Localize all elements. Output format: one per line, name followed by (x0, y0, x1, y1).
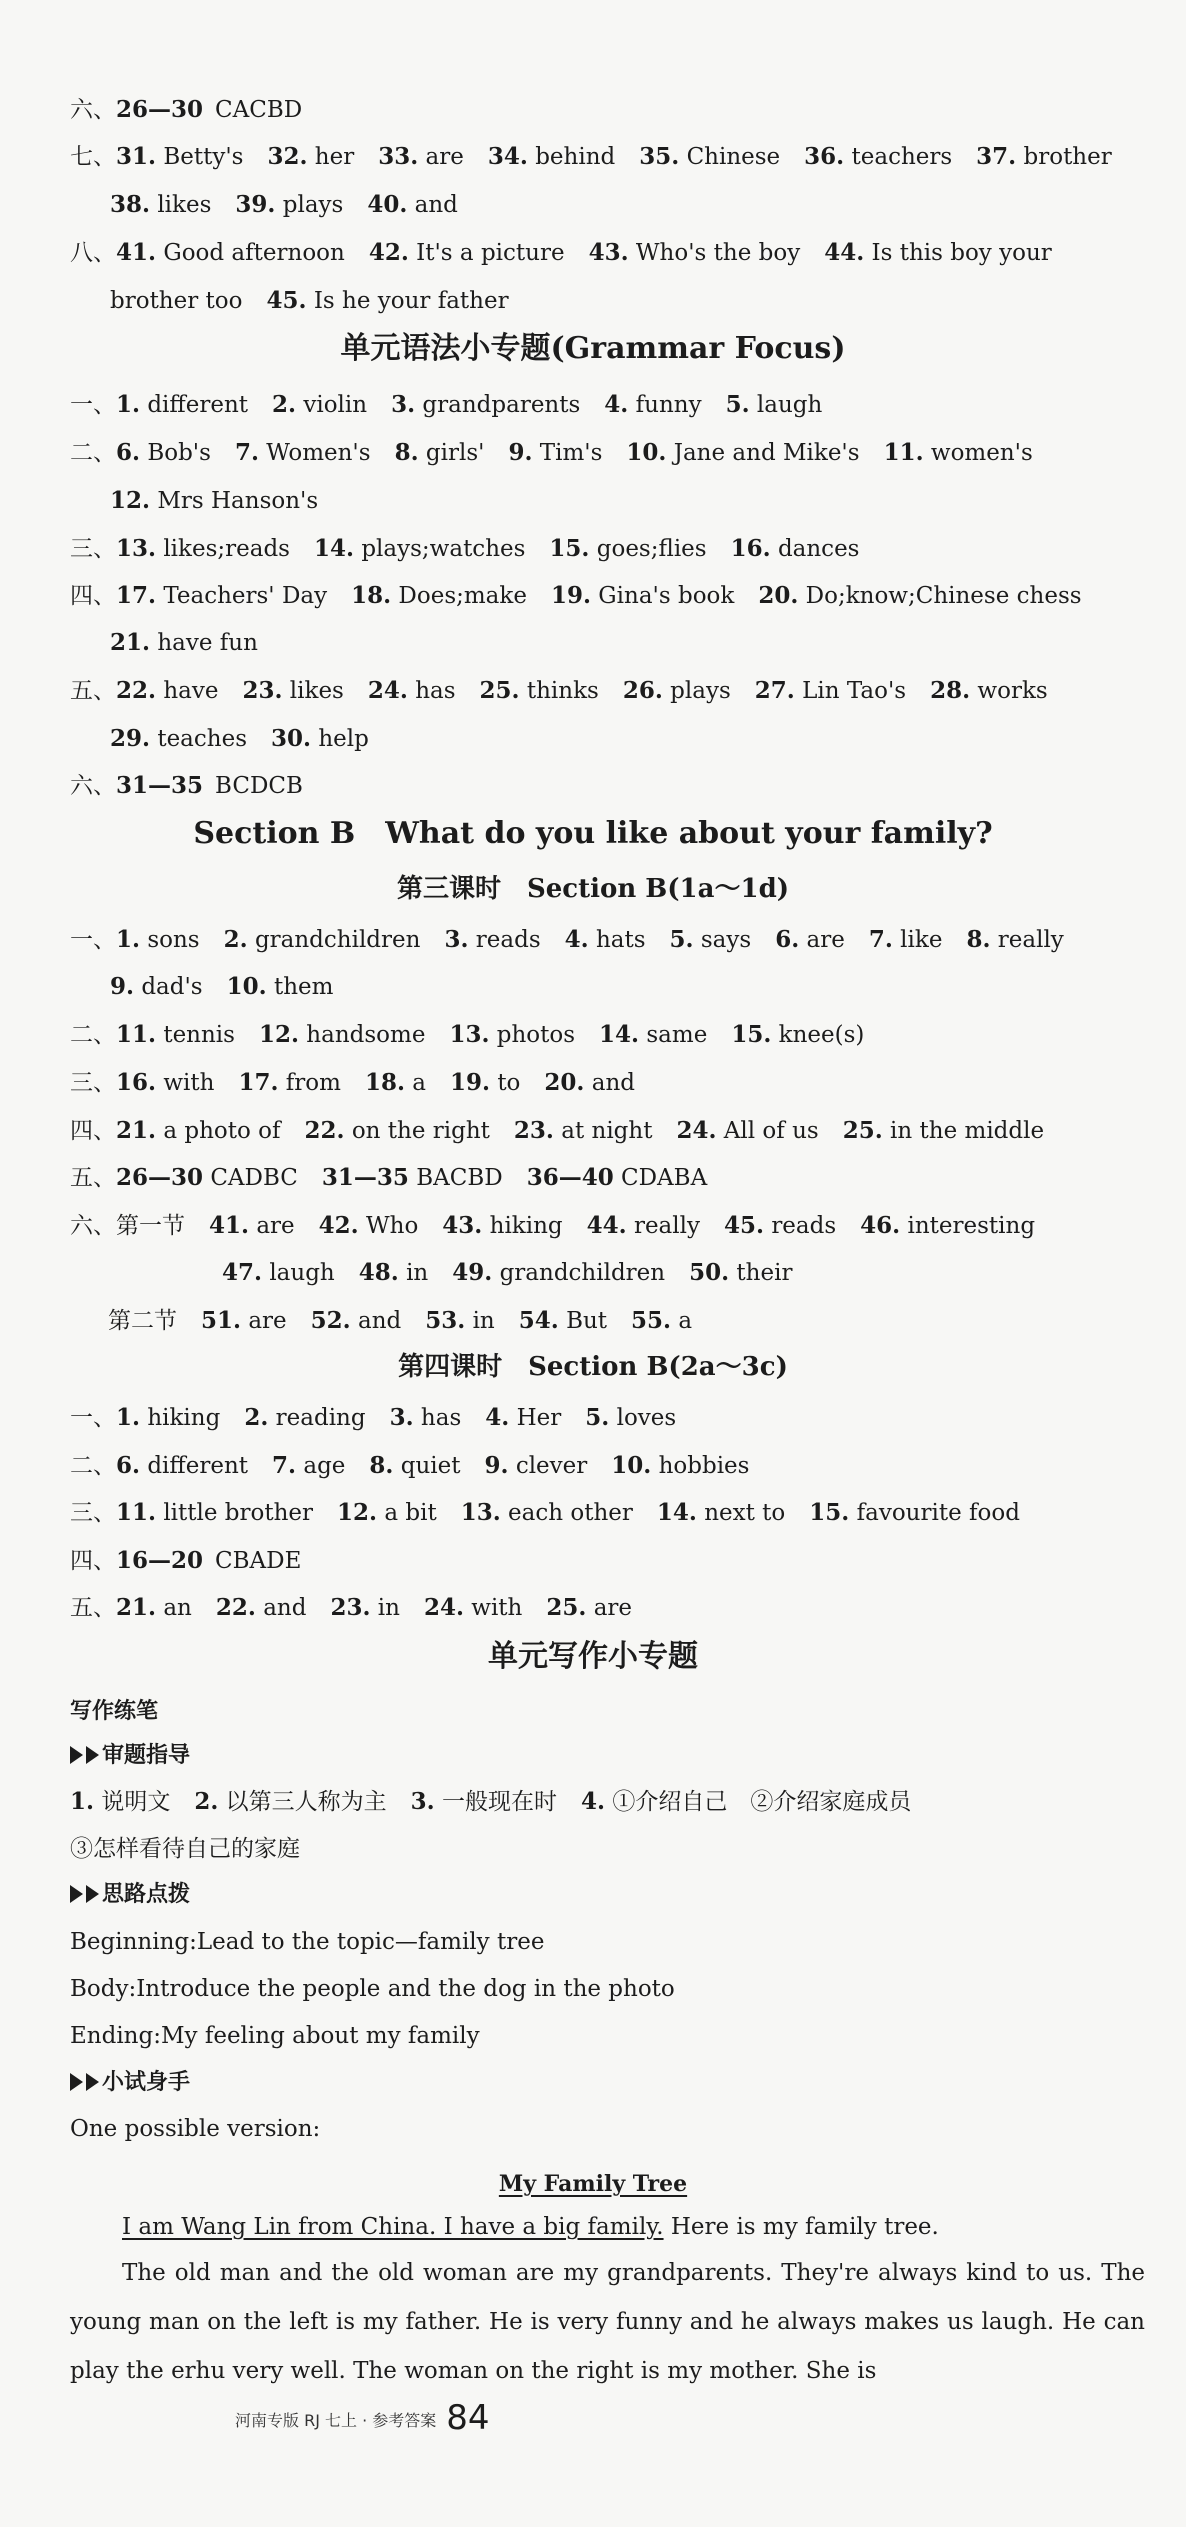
item-answer: same (646, 1022, 708, 1048)
item-answer: on the right (351, 1118, 490, 1144)
item-number: 20. (758, 582, 799, 609)
item-answer: plays (282, 192, 344, 218)
item-answer: hats (595, 927, 646, 953)
item-answer: are (593, 1595, 633, 1621)
item-prefix: 三、 (70, 1500, 116, 1526)
item-answer: Chinese (686, 144, 781, 170)
item-number: 16. (116, 1069, 157, 1096)
item-number: 20. (544, 1069, 585, 1096)
item-number: 22. (116, 677, 157, 704)
item-answer: a (678, 1308, 693, 1334)
section-heading: Section B What do you like about your family? (193, 816, 993, 851)
item-number: 41. (209, 1212, 250, 1239)
item-answer: a bit (384, 1500, 437, 1526)
item-prefix: 二、 (70, 440, 116, 466)
item-number: 4. (564, 926, 589, 953)
item-answer: CDABA (621, 1165, 708, 1191)
item-number: 5. (725, 391, 750, 418)
item-answer: Women's (266, 440, 371, 466)
answer-line: 六、26—30 CACBD (70, 96, 303, 123)
outline-ending: Ending:My feeling about my family (70, 2023, 480, 2049)
item-prefix: 七、 (70, 144, 116, 170)
item-answer: CADBC (210, 1165, 298, 1191)
answer-line (70, 1020, 864, 1050)
item-answer: little brother (163, 1500, 314, 1526)
answer-line (70, 390, 822, 420)
answer-line (70, 1163, 707, 1193)
item-number: 13. (449, 1021, 490, 1048)
item-answer: likes (289, 678, 344, 704)
item-number: 24. (423, 1594, 464, 1621)
item-number: 17. (238, 1069, 279, 1096)
item-answer: favourite food (856, 1500, 1020, 1526)
item-answer: an (163, 1595, 192, 1621)
item-number: 8. (394, 439, 419, 466)
answer-line (70, 1403, 676, 1433)
item-number: 33. (378, 143, 419, 170)
item-number: 22. (215, 1594, 256, 1621)
item-answer: likes (157, 192, 212, 218)
item-answer: in (472, 1308, 495, 1334)
item-number: 7. (272, 1452, 297, 1479)
item-number: 7. (868, 926, 893, 953)
item-answer: plays (670, 678, 731, 704)
item-answer: likes;reads (163, 536, 290, 562)
guide-line: ③怎样看待自己的家庭 (70, 1836, 300, 1862)
item-number: 49. (452, 1259, 493, 1286)
item-answer: violin (303, 392, 368, 418)
item-number: 23. (330, 1594, 371, 1621)
item-number: 3. (389, 1404, 414, 1431)
item-number: 53. (425, 1307, 466, 1334)
item-number: 14. (599, 1021, 640, 1048)
item-prefix: 五、 (70, 1595, 116, 1621)
item-number: 29. (110, 725, 151, 752)
answer-line (70, 534, 859, 564)
answer-line (70, 1116, 1044, 1146)
item-answer: grandparents (422, 392, 581, 418)
item-answer: Teachers' Day (163, 583, 328, 609)
item-answer: really (997, 927, 1064, 953)
essay-first-line: I am Wang Lin from China. I have a big family. Here is my family tree. (122, 2214, 939, 2240)
item-answer: brother (1023, 144, 1112, 170)
outline-body: Body:Introduce the people and the dog in the photo (70, 1976, 675, 2002)
answer-line (70, 1451, 749, 1481)
item-number: 37. (976, 143, 1017, 170)
item-answer: dad's (141, 974, 203, 1000)
item-answer: Betty's (163, 144, 244, 170)
arrow-icon (86, 1746, 99, 1764)
item-answer: ①介绍自己 ②介绍家庭成员 (612, 1789, 912, 1815)
answer-line (70, 676, 1048, 706)
item-answer: reading (275, 1405, 366, 1431)
item-answer: Who's the boy (635, 240, 801, 266)
item-answer: has (420, 1405, 462, 1431)
answer-line (70, 925, 1064, 955)
guide-label: 审题指导 (70, 1741, 190, 1771)
item-number: 45. (723, 1212, 764, 1239)
item-number: 46. (860, 1212, 901, 1239)
item-answer: But (566, 1308, 608, 1334)
item-number: 13. (116, 535, 157, 562)
item-answer: girls' (425, 440, 485, 466)
answer-line (110, 628, 258, 658)
item-answer: are (425, 144, 464, 170)
item-answer: Does;make (398, 583, 527, 609)
item-number: 15. (731, 1021, 772, 1048)
item-number: 13. (460, 1499, 501, 1526)
item-answer: quiet (400, 1453, 461, 1479)
section-heading: 单元语法小专题(Grammar Focus) (340, 331, 846, 366)
arrow-icon (86, 1885, 99, 1903)
item-number: 1. (70, 1788, 95, 1815)
item-number: 25. (479, 677, 520, 704)
item-number: 19. (449, 1069, 490, 1096)
item-prefix: 四、 (70, 1118, 116, 1144)
item-answer: have fun (157, 630, 258, 656)
item-answer: from (285, 1070, 341, 1096)
item-answer: different (147, 392, 249, 418)
item-number: 31. (116, 143, 157, 170)
answer-line (110, 724, 369, 754)
item-number: 25. (842, 1117, 883, 1144)
answer-line: 四、16—20 CBADE (70, 1547, 302, 1574)
item-number: 41. (116, 239, 157, 266)
item-number: 19. (550, 582, 591, 609)
answer-line (110, 190, 458, 220)
item-answer: tennis (163, 1022, 235, 1048)
item-number: 42. (318, 1212, 359, 1239)
item-number: 4. (604, 391, 629, 418)
item-number: 24. (367, 677, 408, 704)
item-answer: Bob's (147, 440, 211, 466)
item-answer: and (591, 1070, 635, 1096)
version-label: One possible version: (70, 2116, 321, 2142)
item-number: 21. (116, 1594, 157, 1621)
item-number: 2. (272, 391, 297, 418)
item-number: 1. (116, 1404, 141, 1431)
answer-line (70, 581, 1082, 611)
item-prefix: 二、 (70, 1022, 116, 1048)
item-number: 3. (444, 926, 469, 953)
arrow-icon (70, 1746, 83, 1764)
item-answer: are (256, 1213, 295, 1239)
item-number: 44. (586, 1212, 627, 1239)
practice-label: 写作练笔 (70, 1699, 159, 1724)
answer-line (70, 1068, 635, 1098)
item-prefix: 三、 (70, 536, 116, 562)
item-number: 15. (809, 1499, 850, 1526)
item-answer: different (147, 1453, 249, 1479)
item-answer: Tim's (539, 440, 603, 466)
answer-line (110, 972, 333, 1002)
item-number: 27. (754, 677, 795, 704)
item-answer: All of us (723, 1118, 819, 1144)
item-number: 11. (116, 1499, 157, 1526)
item-number: 6. (116, 1452, 141, 1479)
item-prefix: 五、 (70, 1165, 116, 1191)
item-number: 10. (226, 973, 267, 1000)
item-answer: hiking (489, 1213, 563, 1239)
item-number: 25. (546, 1594, 587, 1621)
item-answer: 一般现在时 (441, 1789, 557, 1815)
item-answer: knee(s) (778, 1022, 865, 1048)
answer-line (70, 142, 1112, 172)
item-prefix: 二、 (70, 1453, 116, 1479)
item-number: 18. (351, 582, 392, 609)
item-number: 47. (222, 1259, 263, 1286)
item-answer: Gina's book (598, 583, 735, 609)
item-number: 14. (656, 1499, 697, 1526)
item-answer: BACBD (416, 1165, 503, 1191)
item-number: 2. (223, 926, 248, 953)
item-number: 11. (883, 439, 924, 466)
item-number: 3. (410, 1788, 435, 1815)
item-number: 18. (364, 1069, 405, 1096)
item-answer: 说明文 (101, 1789, 171, 1815)
item-answer: in (406, 1260, 429, 1286)
item-number: 36. (804, 143, 845, 170)
item-answer: Lin Tao's (802, 678, 907, 704)
item-number: 3. (391, 391, 416, 418)
item-answer: It's a picture (416, 240, 565, 266)
item-prefix: 五、 (70, 678, 116, 704)
item-answer: each other (508, 1500, 633, 1526)
item-answer: and (357, 1308, 402, 1334)
item-number: 23. (242, 677, 283, 704)
item-answer: their (736, 1260, 793, 1286)
item-number: 24. (676, 1117, 717, 1144)
item-answer: photos (496, 1022, 576, 1048)
item-number: 1. (116, 391, 141, 418)
item-prefix: 一、 (70, 1405, 116, 1431)
item-answer: Is this boy your (871, 240, 1052, 266)
item-number: 21. (110, 629, 151, 656)
item-answer: 以第三人称为主 (225, 1789, 387, 1815)
section-heading: 单元写作小专题 (488, 1639, 698, 1674)
item-answer: Jane and Mike's (673, 440, 860, 466)
item-prefix: 六、第一节 (70, 1213, 185, 1239)
item-answer: really (633, 1213, 700, 1239)
item-answer: grandchildren (254, 927, 421, 953)
item-answer: her (314, 144, 355, 170)
item-number: 32. (267, 143, 308, 170)
item-number: 38. (110, 191, 151, 218)
item-answer: grandchildren (499, 1260, 666, 1286)
item-number: 16. (730, 535, 771, 562)
item-answer: and (414, 192, 458, 218)
item-answer: like (900, 927, 943, 953)
item-answer: Do;know;Chinese chess (805, 583, 1082, 609)
item-number: 12. (258, 1021, 299, 1048)
item-number: 9. (508, 439, 533, 466)
item-answer: have (163, 678, 219, 704)
item-answer: thinks (526, 678, 599, 704)
item-answer: to (497, 1070, 521, 1096)
answer-line: brother too 45. Is he your father (110, 287, 509, 314)
item-prefix: 一、 (70, 392, 116, 418)
item-answer: are (248, 1308, 287, 1334)
item-answer: them (273, 974, 334, 1000)
item-number: 30. (271, 725, 312, 752)
item-answer: help (318, 726, 369, 752)
item-prefix: 一、 (70, 927, 116, 953)
item-number: 26. (622, 677, 663, 704)
lesson-heading: 第四课时 Section B(2a～3c) (398, 1352, 788, 1382)
item-number: 4. (485, 1404, 510, 1431)
item-number: 17. (116, 582, 157, 609)
item-number: 2. (244, 1404, 269, 1431)
answer-line (108, 1306, 692, 1336)
item-number: 8. (369, 1452, 394, 1479)
answer-line (110, 486, 318, 516)
item-number: 31—35 (321, 1164, 409, 1191)
page-number: 84 (446, 2398, 490, 2438)
item-answer: reads (475, 927, 541, 953)
essay-paragraph: The old man and the old woman are my grandparents. They're always kind to us. The young man on the left is my father. He is very funny and he always makes us laugh. He can play the erhu very well. The woman on the right is my mother. She is (70, 2260, 1145, 2384)
item-number: 42. (368, 239, 409, 266)
item-answer: age (303, 1453, 346, 1479)
ideas-label: 思路点拨 (70, 1880, 190, 1910)
item-number: 43. (442, 1212, 483, 1239)
item-number: 6. (116, 439, 141, 466)
item-number: 28. (930, 677, 971, 704)
item-number: 10. (626, 439, 667, 466)
item-answer: hobbies (658, 1453, 750, 1479)
item-answer: in the middle (890, 1118, 1045, 1144)
item-number: 14. (314, 535, 355, 562)
answer-line (70, 1593, 632, 1623)
item-answer: funny (635, 392, 702, 418)
arrow-icon (70, 2073, 83, 2091)
item-answer: at night (561, 1118, 653, 1144)
item-number: 11. (116, 1021, 157, 1048)
item-number: 54. (518, 1307, 559, 1334)
item-answer: and (263, 1595, 307, 1621)
essay-title: My Family Tree (498, 2171, 688, 2197)
item-answer: says (700, 927, 752, 953)
answer-line (70, 438, 1033, 468)
item-number: 23. (513, 1117, 554, 1144)
item-number: 5. (669, 926, 694, 953)
item-answer: Mrs Hanson's (157, 488, 319, 514)
item-number: 1. (116, 926, 141, 953)
outline-beginning: Beginning:Lead to the topic—family tree (70, 1929, 545, 1955)
item-prefix: 第二节 (108, 1308, 177, 1334)
item-answer: women's (930, 440, 1033, 466)
item-number: 39. (235, 191, 276, 218)
item-answer: plays;watches (361, 536, 526, 562)
item-number: 5. (585, 1404, 610, 1431)
item-answer: dances (777, 536, 860, 562)
footer-text: 河南专版 RJ 七上 · 参考答案 (235, 2411, 437, 2430)
item-number: 52. (310, 1307, 351, 1334)
arrow-icon (70, 1885, 83, 1903)
item-answer: handsome (306, 1022, 426, 1048)
item-answer: a photo of (163, 1118, 281, 1144)
item-answer: laugh (756, 392, 823, 418)
item-number: 7. (234, 439, 259, 466)
answer-line: 六、31—35 BCDCB (70, 772, 303, 799)
item-answer: teachers (851, 144, 953, 170)
item-number: 9. (110, 973, 135, 1000)
item-answer: has (415, 678, 456, 704)
answer-line (70, 1211, 1035, 1241)
essay-underlined: I am Wang Lin from China. I have a big family. (122, 2214, 664, 2240)
item-answer: laugh (269, 1260, 335, 1286)
item-answer: clever (515, 1453, 588, 1479)
item-prefix: 四、 (70, 583, 116, 609)
item-answer: with (471, 1595, 523, 1621)
item-answer: teaches (157, 726, 248, 752)
item-number: 15. (549, 535, 590, 562)
item-number: 48. (358, 1259, 399, 1286)
item-number: 22. (304, 1117, 345, 1144)
item-answer: loves (616, 1405, 677, 1431)
item-number: 55. (631, 1307, 672, 1334)
item-number: 8. (966, 926, 991, 953)
answer-line (222, 1258, 792, 1288)
guide-line (70, 1787, 911, 1817)
item-number: 21. (116, 1117, 157, 1144)
item-number: 2. (194, 1788, 219, 1815)
item-number: 34. (487, 143, 528, 170)
lesson-heading: 第三课时 Section B(1a～1d) (396, 874, 790, 904)
item-number: 35. (639, 143, 680, 170)
item-number: 43. (588, 239, 629, 266)
item-answer: next to (704, 1500, 786, 1526)
arrow-icon (86, 2073, 99, 2091)
page-footer (235, 2398, 490, 2438)
answer-line (70, 238, 1052, 268)
item-number: 9. (484, 1452, 509, 1479)
item-answer: Who (365, 1213, 419, 1239)
item-answer: goes;flies (596, 536, 707, 562)
item-prefix: 三、 (70, 1070, 116, 1096)
item-number: 26—30 (116, 1164, 204, 1191)
item-answer: behind (535, 144, 616, 170)
item-answer: sons (147, 927, 200, 953)
item-number: 12. (110, 487, 151, 514)
item-number: 36—40 (526, 1164, 614, 1191)
item-number: 6. (775, 926, 800, 953)
item-answer: interesting (907, 1213, 1036, 1239)
item-answer: with (163, 1070, 215, 1096)
item-answer: Good afternoon (163, 240, 345, 266)
item-answer: in (377, 1595, 400, 1621)
item-answer: Her (516, 1405, 562, 1431)
item-answer: reads (771, 1213, 837, 1239)
item-answer: are (806, 927, 845, 953)
item-number: 40. (367, 191, 408, 218)
item-answer: hiking (147, 1405, 221, 1431)
item-number: 50. (689, 1259, 730, 1286)
item-answer: a (412, 1070, 426, 1096)
item-answer: works (977, 678, 1048, 704)
item-prefix: 八、 (70, 240, 116, 266)
item-number: 12. (337, 1499, 378, 1526)
item-number: 44. (824, 239, 865, 266)
item-number: 10. (611, 1452, 652, 1479)
try-label: 小试身手 (70, 2068, 190, 2098)
answer-line (70, 1498, 1020, 1528)
item-number: 51. (201, 1307, 242, 1334)
item-number: 4. (580, 1788, 605, 1815)
